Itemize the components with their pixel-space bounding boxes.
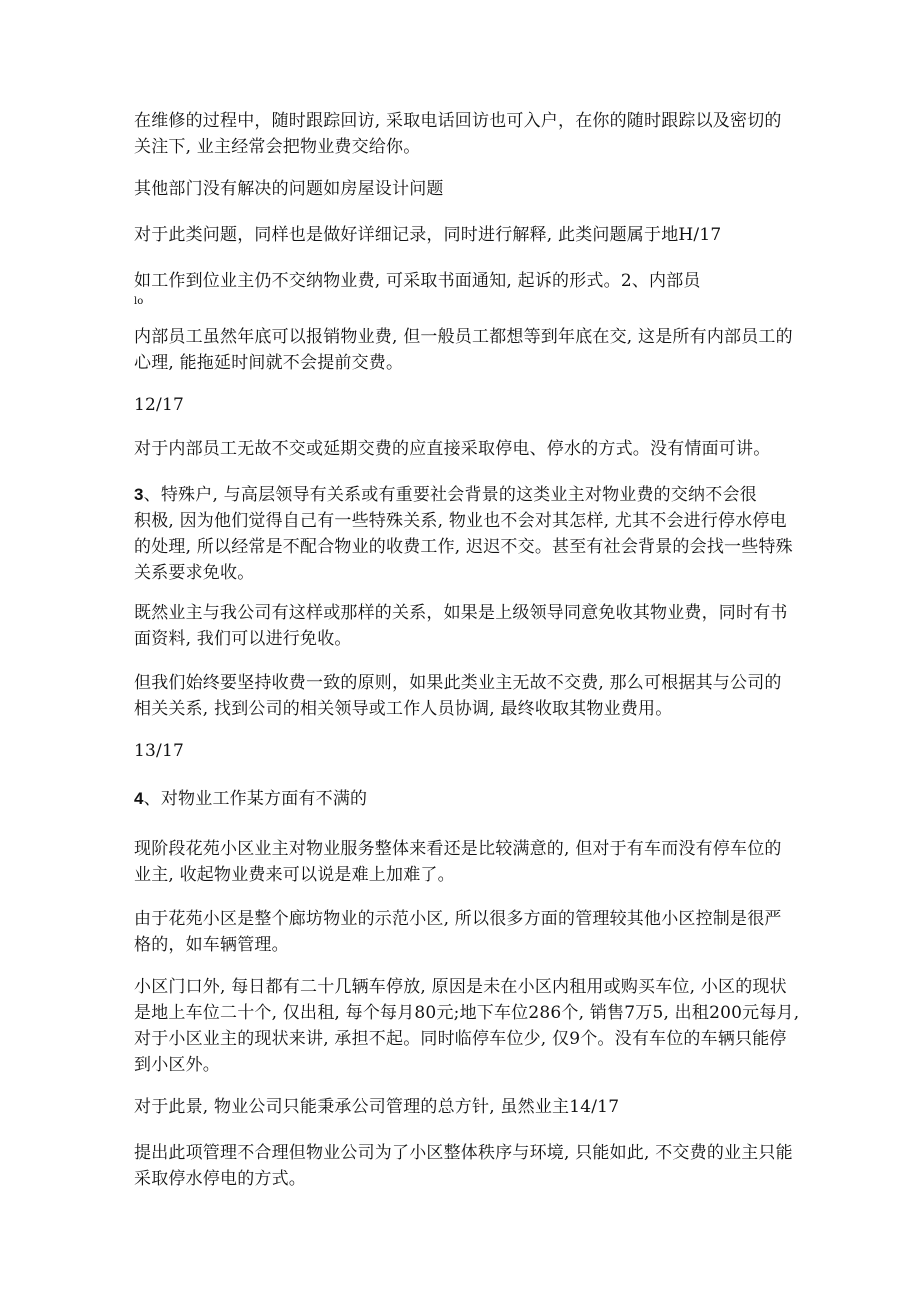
item-number: 3 — [134, 485, 144, 504]
text-line: 到小区外。 — [134, 1055, 220, 1075]
text-line: 关系要求免收。 — [134, 563, 255, 583]
text-line: 内部员工虽然年底可以报销物业费, 但一般员工都想等到年底在交, 这是所有内部员工的 — [134, 327, 793, 347]
text-line: 是地上车位二十个, 仅出租, 每个每月80元;地下车位286个, 销售7万5, 出租200元每月, — [134, 1003, 800, 1023]
text-line: 对于此景, 物业公司只能秉承公司管理的总方针, 虽然业主14/17 — [134, 1097, 620, 1117]
text-line: 现阶段花苑小区业主对物业服务整体来看还是比较满意的, 但对于有车而没有停车位的 — [134, 839, 782, 859]
page-number-text: 13/17 — [134, 741, 184, 761]
paragraph-cut-utilities — [134, 436, 794, 462]
page-number-text: 12/17 — [134, 395, 184, 415]
text-line — [134, 482, 794, 508]
paragraph-written-notice — [134, 268, 794, 294]
paragraph-other-departments — [134, 176, 794, 202]
text-line: 对于内部员工无故不交或延期交费的应直接采取停电、停水的方式。没有情面可讲。 — [134, 439, 771, 459]
text-line: 但我们始终要坚持收费一致的原则，如果此类业主无故不交费, 那么可根据其与公司的 — [134, 673, 782, 693]
text-line: 相关关系, 找到公司的相关领导或工作人员协调, 最终收取其物业费用。 — [134, 699, 673, 719]
stray-mark: lo — [134, 296, 144, 307]
text-segment: 、对物业工作某方面有不满的 — [143, 789, 368, 809]
paragraph-parking-status — [134, 974, 800, 1078]
heading-dissatisfied — [134, 786, 794, 812]
text-line: 提出此项管理不合理但物业公司为了小区整体秩序与环境, 只能如此, 不交费的业主只能 — [134, 1143, 793, 1163]
text-line: 对于此类问题，同样也是做好详细记录，同时进行解释, 此类问题属于地H/17 — [134, 225, 722, 245]
text-line: 既然业主与我公司有这样或那样的关系，如果是上级领导同意免收其物业费，同时有书 — [134, 603, 788, 623]
text-line: 采取停水停电的方式。 — [134, 1169, 306, 1189]
paragraph-consistent-principle — [134, 670, 794, 722]
text-line: 由于花苑小区是整个廊坊物业的示范小区, 所以很多方面的管理较其他小区控制是很严 — [134, 909, 782, 929]
item-number: 4 — [134, 789, 144, 808]
text-line: 面资料, 我们可以进行免收。 — [134, 629, 352, 649]
text-line: 关注下, 业主经常会把物业费交给你。 — [134, 137, 421, 157]
text-line: 其他部门没有解决的问题如房屋设计问题 — [134, 179, 444, 199]
text-line: 格的，如车辆管理。 — [134, 935, 289, 955]
page-number — [134, 392, 794, 418]
paragraph-parking-issue — [134, 836, 794, 888]
text-segment: 、特殊户, 与高层领导有关系或有重要社会背景的这类业主对物业费的交纳不会很 — [143, 485, 757, 505]
text-line — [134, 786, 794, 812]
text-line: 如工作到位业主仍不交纳物业费, 可采取书面通知, 起诉的形式。2、内部员 — [134, 271, 701, 291]
text-line: 的处理, 所以经常是不配合物业的收费工作, 迟迟不交。甚至有社会背景的会找一些特殊 — [134, 537, 793, 557]
paragraph-demo-community — [134, 906, 794, 958]
text-line: 积极, 因为他们觉得自己有一些特殊关系, 物业也不会对其怎样, 尤其不会进行停水停电 — [134, 511, 787, 531]
paragraph-exemption — [134, 600, 794, 652]
text-line: 在维修的过程中，随时跟踪回访, 采取电话回访也可入户，在你的随时跟踪以及密切的 — [134, 111, 782, 131]
paragraph-policy — [134, 1094, 794, 1120]
text-line: 对于小区业主的现状来讲, 承担不起。同时临停车位少, 仅9个。没有车位的车辆只能停 — [134, 1029, 787, 1049]
paragraph-order-environment — [134, 1140, 794, 1192]
text-line: 小区门口外, 每日都有二十几辆车停放, 原因是未在小区内租用或购买车位, 小区的现状 — [134, 977, 787, 997]
text-line: 心理, 能拖延时间就不会提前交费。 — [134, 353, 404, 373]
page-number — [134, 738, 794, 764]
paragraph-internal-staff — [134, 324, 794, 376]
paragraph-special-households — [134, 482, 794, 586]
text-line: 业主, 收起物业费来可以说是难上加难了。 — [134, 865, 455, 885]
paragraph-record-explain — [134, 222, 794, 248]
paragraph-follow-up — [134, 108, 794, 160]
